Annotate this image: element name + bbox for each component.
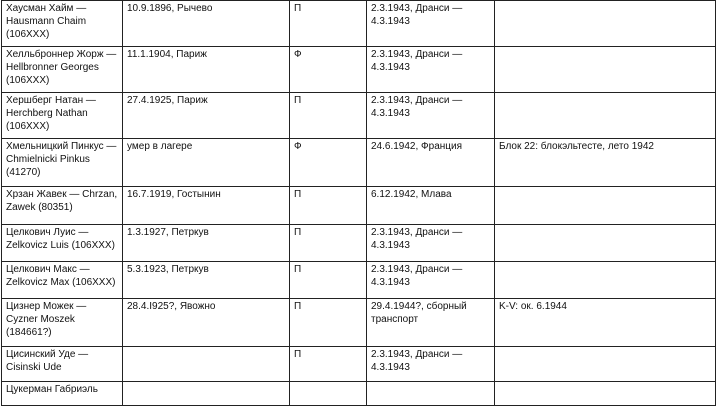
name-cell: Цукерман Габриэль [2,382,123,406]
name-cell: Хершберг Натан — Herchberg Nathan (106XXX) [2,93,123,139]
note-cell [495,1,716,47]
deportation-cell: 2.3.1943, Дранси — 4.3.1943 [367,225,495,262]
table-row [2,139,716,187]
birth-cell [123,347,290,382]
birth-cell: 1.3.1927, Петркув [123,225,290,262]
deportation-cell [367,382,495,406]
birth-cell: 10.9.1896, Рычево [123,1,290,47]
table-row [2,47,716,93]
note-cell [495,47,716,93]
table-row [2,382,716,406]
birth-cell: 28.4.I925?, Явожно [123,299,290,347]
name-cell: Хелльброннер Жорж — Hellbronner Georges (106XXX) [2,47,123,93]
code-cell: Ф [290,139,367,187]
name-cell: Цизнер Можек — Cyzner Moszek (184661?) [2,299,123,347]
name-cell: Хаусман Хайм — Hausmann Chaim (106XXX) [2,1,123,47]
table-row [2,187,716,225]
deportation-cell: 24.6.1942, Франция [367,139,495,187]
deportation-cell: 2.3.1943, Дранси — 4.3.1943 [367,47,495,93]
deportation-cell: 6.12.1942, Млава [367,187,495,225]
birth-cell [123,382,290,406]
name-cell: Хмельницкий Пинкус — Chmielnicki Pinkus (41270) [2,139,123,187]
birth-cell: умер в лагере [123,139,290,187]
birth-cell: 16.7.1919, Гостынин [123,187,290,225]
code-cell: Ф [290,47,367,93]
table-row [2,1,716,47]
name-cell: Цисинский Уде — Cisinski Ude [2,347,123,382]
code-cell [290,382,367,406]
code-cell: П [290,93,367,139]
note-cell [495,187,716,225]
deportation-cell: 2.3.1943, Дранси — 4.3.1943 [367,347,495,382]
code-cell: П [290,1,367,47]
note-cell [495,93,716,139]
birth-cell: 5.3.1923, Петркув [123,262,290,299]
name-cell: Целкович Луис — Zelkovicz Luis (106XXX) [2,225,123,262]
table-row [2,262,716,299]
table-row [2,347,716,382]
note-cell: K-V: ок. 6.1944 [495,299,716,347]
note-cell [495,262,716,299]
note-cell [495,382,716,406]
name-cell: Хрзан Жавек — Chrzan, Zawek (80351) [2,187,123,225]
birth-cell: 11.1.1904, Париж [123,47,290,93]
code-cell: П [290,187,367,225]
table-row [2,93,716,139]
records-table [1,0,716,406]
table-row [2,299,716,347]
code-cell: П [290,225,367,262]
deportation-cell: 2.3.1943, Дранси — 4.3.1943 [367,262,495,299]
deportation-cell: 2.3.1943, Дранси — 4.3.1943 [367,1,495,47]
note-cell [495,347,716,382]
code-cell: П [290,262,367,299]
table-row [2,225,716,262]
code-cell: П [290,299,367,347]
name-cell: Целкович Макс — Zelkovicz Max (106XXX) [2,262,123,299]
birth-cell: 27.4.1925, Париж [123,93,290,139]
note-cell: Блок 22: блокэльтесте, лето 1942 [495,139,716,187]
deportation-cell: 2.3.1943, Дранси — 4.3.1943 [367,93,495,139]
note-cell [495,225,716,262]
code-cell: П [290,347,367,382]
deportation-cell: 29.4.1944?, сборный транспорт [367,299,495,347]
